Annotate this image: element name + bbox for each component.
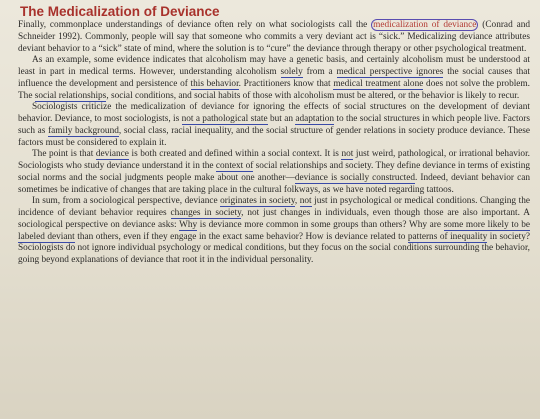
underlined-phrase: some more likely to be labeled deviant	[18, 219, 531, 242]
paragraph-p2	[18, 55, 530, 102]
text-run: but an	[267, 114, 296, 124]
underlined-phrase: context of	[215, 161, 254, 171]
underlined-phrase: originates in society	[220, 196, 295, 207]
underlined-phrase: adaptation	[295, 114, 335, 124]
text-run: , social conditions, and social habits of those with alcoholism must be altered, or the behavior is likely to recur.	[106, 90, 520, 101]
text-run: , social class, racial inequality, and the social structure of gender relations in society produce deviance. These factors must be considered to explain it.	[18, 125, 530, 148]
underlined-phrase: deviance is socially constructed	[294, 172, 416, 183]
text-run: Sociologists criticize the medicalization of deviance for ignoring the effects of social structures on the development of deviant behavior. Deviance, to most sociologists, is	[18, 102, 530, 124]
text-run: . Practitioners know that	[238, 78, 334, 89]
key-term: medicalization of deviance	[373, 20, 477, 30]
text-run: just weird, pathological, or irrational behavior. Sociologists who study deviance understand it in the	[18, 149, 530, 171]
text-run: , not just changes in individuals, even though those are also important. A sociological perspective on deviance asks:	[18, 208, 530, 230]
underlined-phrase: this behavior	[190, 78, 239, 89]
text-run: Finally, commonplace understandings of deviance often rely on what sociologists call the	[18, 20, 372, 30]
text-run: ,	[294, 196, 300, 207]
paragraph-p5	[18, 196, 530, 267]
body-text	[18, 20, 530, 267]
text-run: is both created and defined within a social context. It is	[128, 149, 342, 160]
text-run: the social causes that influence the development and persistence of	[18, 67, 531, 89]
underlined-phrase: changes in society	[170, 208, 242, 218]
underlined-phrase: not	[299, 196, 312, 207]
text-run: does not solve the problem. The	[18, 78, 530, 101]
paragraph-p3	[18, 102, 530, 149]
underlined-phrase: social relationships	[34, 90, 107, 101]
text-run: to the social structures in which people live. Factors such as	[18, 114, 530, 136]
underlined-phrase: Why	[179, 219, 198, 230]
underlined-phrase: not	[341, 149, 354, 160]
text-run: The point is that	[32, 149, 96, 160]
underlined-phrase: not a pathological state	[181, 114, 268, 124]
text-run: As an example, some evidence indicates that alcoholism may have a genetic basis, and certainly alcoholism must be understood at least in part in medical terms. However, understanding alcoholism	[18, 55, 530, 77]
text-run: . Indeed, deviant behavior can sometimes be indicative of changes that are taking place in the cultural folkways, as we have noted regarding tattoos.	[18, 172, 530, 195]
text-run: In sum, from a sociological perspective, deviance	[32, 196, 221, 207]
underlined-phrase: medical perspective ignores	[336, 67, 444, 77]
text-run: in society? Sociologists do not ignore individual psychology or medical conditions, but they focus on the social conditions surrounding the behavior, going beyond explanations of deviance that root it in the individual personality.	[18, 231, 531, 265]
text-run: social relationships and society. They define deviance in terms of existing social norms and the social judgments people make about one another—	[18, 161, 530, 183]
underlined-phrase: deviance	[95, 149, 129, 160]
section-title: The Medicalization of Deviance	[20, 4, 220, 19]
paragraph-p1	[18, 20, 530, 55]
text-run: is deviance more common in some groups than others? Why are	[197, 219, 444, 230]
text-run: just in psychological or medical conditions. Changing the incidence of deviant behavior requires	[18, 196, 530, 218]
text-run: (Conrad and Schneider 1992). Commonly, people will say that someone who commits a very deviant act is “sick.” Medicalizing deviance attributes deviant behavior to a “sick” state of mind, where the solution is to “cure” the deviance through therapy or other psychological treatment.	[18, 20, 530, 54]
paragraph-p4	[18, 149, 530, 196]
text-run: than others, even if they engage in the exact same behavior? How is deviance related to	[74, 231, 408, 242]
underlined-phrase: medical treatment alone	[333, 78, 424, 89]
text-run: from a	[302, 67, 337, 77]
underlined-phrase: family background	[48, 125, 119, 136]
underlined-phrase: patterns of inequality	[407, 231, 488, 242]
underlined-phrase: solely	[280, 67, 303, 77]
